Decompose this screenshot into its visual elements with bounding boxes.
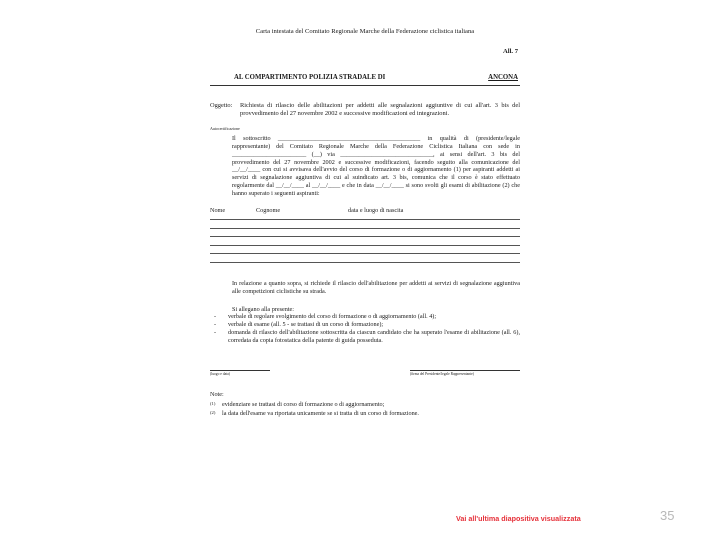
recipient-office: AL COMPARTIMENTO POLIZIA STRADALE DI — [234, 74, 386, 82]
attachment-text: verbale di regolare svolgimento del corso di formazione o di aggiornamento (all. 4); — [228, 313, 437, 321]
note-mark: (2) — [210, 410, 216, 416]
attachment-text: verbale di esame (all. 5 - se trattasi di un corso di formazione); — [228, 321, 384, 329]
attachments-list — [210, 306, 520, 345]
declaration-paragraph: Il sottoscritto ______________________________________________ in qualità di (presidente/legale rappresentante) del Comitato Regionale Marche della Federazione Ciclistica Italiana con sede in ________________________ (__) via ______________________________, ai sensi dell'art. 3 bis del provvedimento del 27 novembre 2002 e successive modificazioni, facendo seguito alla comunicazione del __/__/____ con cui si avvisava dell'avvio del corso di formazione o di aggiornamento (1) per aspiranti addetti ai servizi di segnalazione aggiuntiva di cui al suindicato art. 3 bis, comunica che il corso è stato effettuato regolarmente dal __/__/____ al __/__/____ e che in data __/__/____ si sono svolti gli esami di abilitazione (2) che hanno superato i seguenti aspiranti: — [232, 135, 520, 197]
subject-label: Oggetto: — [210, 102, 233, 110]
bullet-dash: - — [214, 328, 217, 336]
blank-line — [210, 262, 520, 271]
column-birth: data e luogo di nascita — [348, 207, 404, 215]
request-paragraph: In relazione a quanto sopra, si richiede il rilascio dell'abilitazione per addetti ai servizi di segnalazione aggiuntiva alle competizioni ciclistiche su strada. — [232, 280, 520, 295]
letterhead-title: Carta intestata del Comitato Regionale Marche della Federazione ciclistica italiana — [255, 28, 475, 35]
place-date-field: (luogo e data) — [210, 370, 270, 376]
note-text: la data dell'esame va riportata unicamente se si tratta di un corso di formazione. — [222, 410, 419, 418]
recipient-city: ANCONA — [488, 74, 518, 82]
blank-line — [210, 228, 520, 237]
note-text: evidenziare se trattasi di corso di formazione o di aggiornamento; — [222, 400, 385, 408]
column-surname: Cognome — [256, 207, 281, 215]
document-page — [210, 28, 520, 488]
list-item — [210, 329, 520, 345]
attachment-number: All. 7 — [502, 48, 518, 56]
blank-line — [210, 219, 520, 228]
blank-line — [210, 236, 520, 245]
last-viewed-slide-link[interactable]: Vai all'ultima diapositiva visualizzata — [456, 514, 581, 523]
attachment-text: domanda di rilascio dell'abilitazione sottoscritta da ciascun candidato che ha superato l'esame di abilitazione (all. 6), corredata da copia fotostatica della patente di guida posseduta. — [228, 328, 520, 344]
note-mark: (1) — [210, 400, 216, 406]
bullet-dash: - — [214, 321, 217, 329]
recipient-line — [210, 74, 520, 84]
recipient-divider — [210, 85, 520, 86]
note-row — [210, 401, 520, 409]
list-item — [210, 321, 520, 329]
autocertification-mark: Autocertificazione — [210, 126, 240, 132]
notes-block — [210, 391, 520, 418]
notes-title: Note: — [210, 390, 224, 398]
blank-line — [210, 245, 520, 254]
signature-field: (firma del Presidente/legale Rappresentante) — [410, 370, 520, 376]
column-name: Nome — [210, 207, 226, 215]
subject-block — [210, 102, 520, 118]
blank-line — [210, 253, 520, 262]
bullet-dash: - — [214, 313, 217, 321]
signature-area — [210, 370, 520, 376]
candidates-lines — [210, 219, 520, 270]
list-item — [210, 313, 520, 321]
subject-text: Richiesta di rilascio delle abilitazioni per addetti alle segnalazioni aggiuntive di cui all'art. 3 bis del provvedimento del 27 novembre 2002 e successive modificazioni ed integrazioni. — [240, 102, 520, 118]
attachments-title: Si allegano alla presente: — [232, 305, 295, 313]
slide-number: 35 — [660, 508, 675, 523]
candidates-table-header — [210, 207, 520, 215]
note-row — [210, 410, 520, 418]
